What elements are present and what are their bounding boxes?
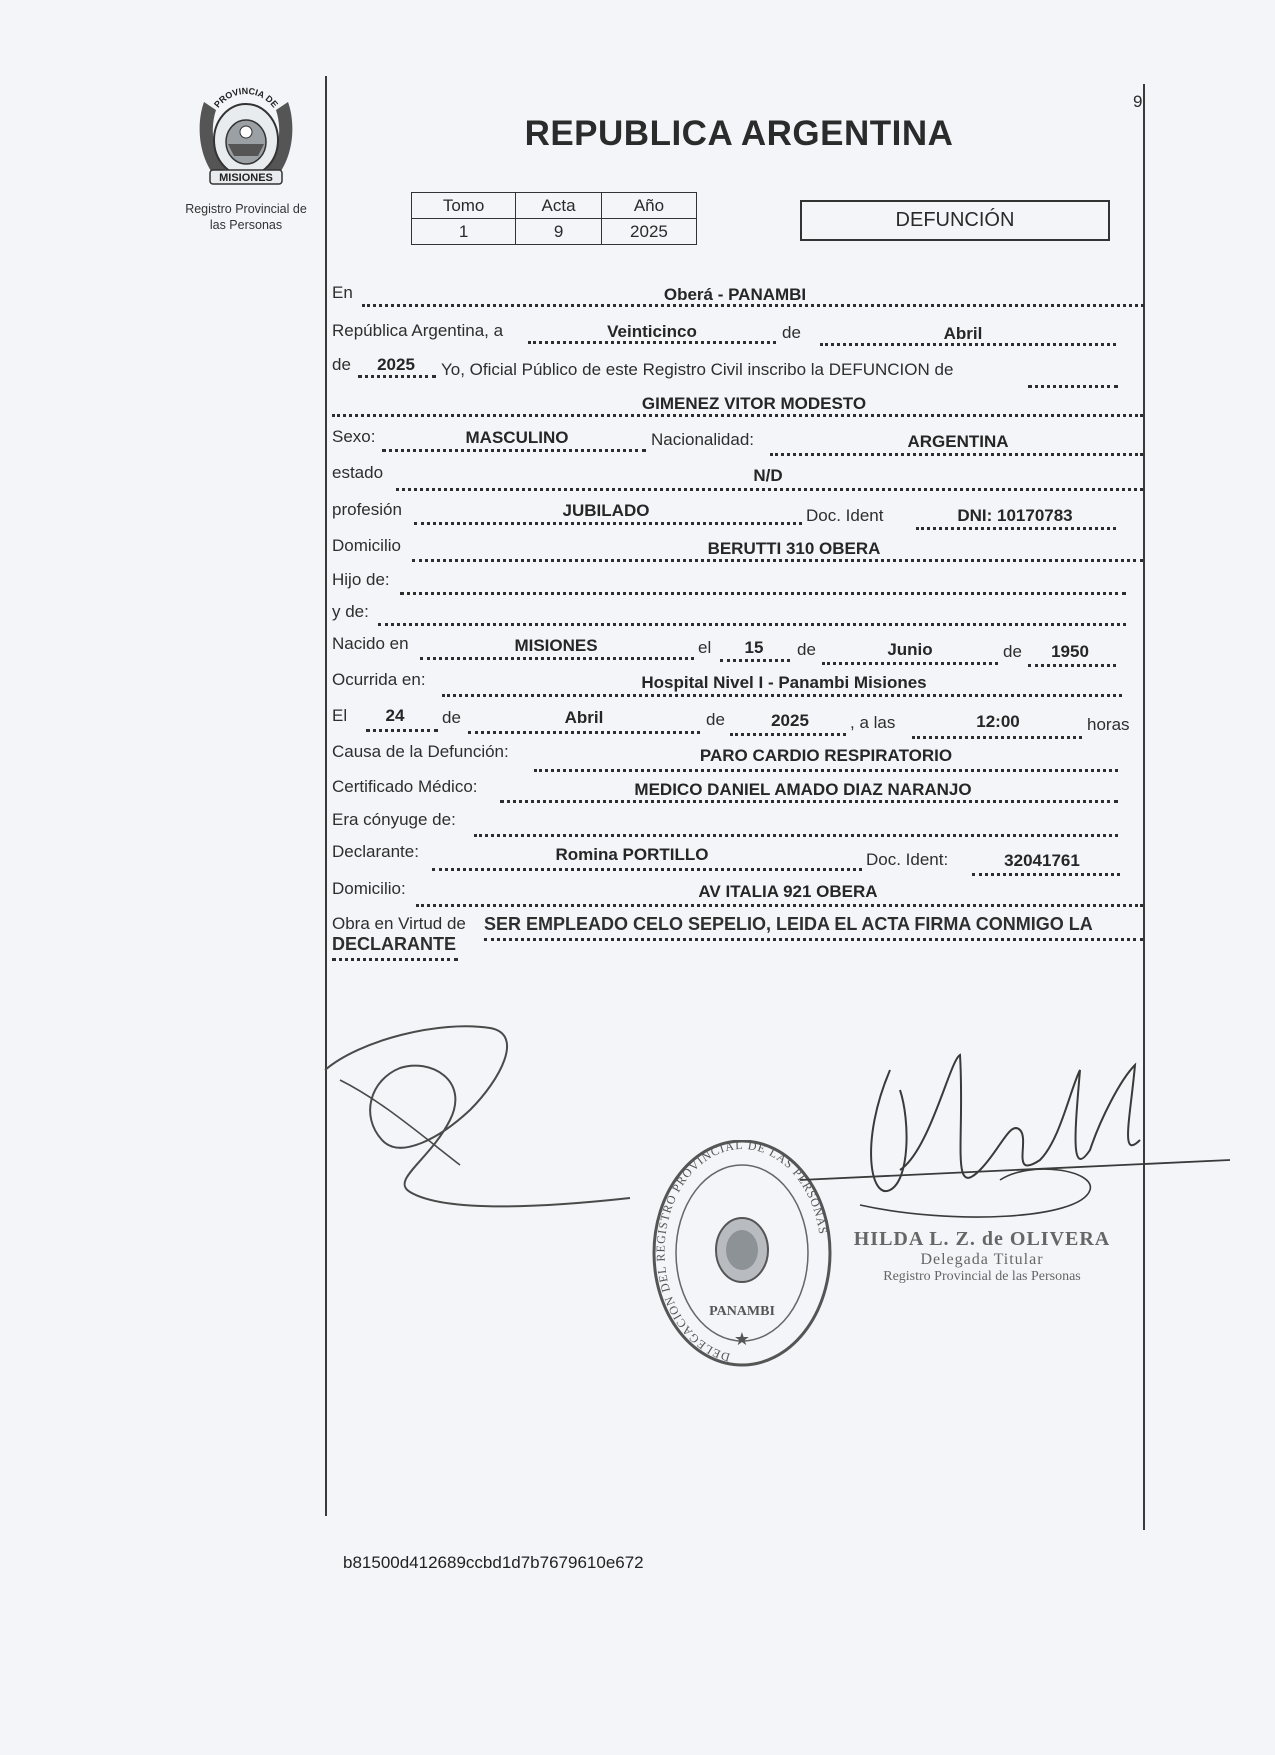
nacido-en-label: Nacido en <box>332 634 409 653</box>
de-label-4: de <box>1003 642 1022 661</box>
death-time-value: 12:00 <box>976 712 1020 731</box>
official-office: Registro Provincial de las Personas <box>883 1269 1081 1284</box>
obra-label: Obra en Virtud de <box>332 914 466 933</box>
domicilio-label: Domicilio <box>332 536 401 555</box>
record-type-box: DEFUNCIÓN <box>800 200 1110 241</box>
birth-month-value: Junio <box>887 640 933 659</box>
el-label: el <box>698 638 712 657</box>
doc-ident-value: DNI: 10170783 <box>957 506 1073 525</box>
official-signature <box>800 1050 1230 1240</box>
registry-label <box>176 201 316 233</box>
day-words-value: Veinticinco <box>607 322 697 341</box>
declarante-value: Romina PORTILLO <box>555 845 709 864</box>
obra-value-line1: SER EMPLEADO CELO SEPELIO, LEIDA EL ACTA FIRMA CONMIGO LA <box>484 914 1093 934</box>
de-label-1: de <box>782 323 801 342</box>
declarante-label: Declarante: <box>332 842 419 861</box>
profesion-label: profesión <box>332 500 402 519</box>
en-label: En <box>332 283 353 302</box>
declaration-text: Yo, Oficial Público de este Registro Civil inscribo la DEFUNCION de <box>441 360 954 379</box>
de-label-2: de <box>332 355 351 374</box>
document-hash: b81500d412689ccbd1d7b7679610e672 <box>343 1553 644 1572</box>
causa-label: Causa de la Defunción: <box>332 742 509 761</box>
death-el-label: El <box>332 706 348 725</box>
birth-year-value: 1950 <box>1051 642 1089 661</box>
declarante-domicilio-value: AV ITALIA 921 OBERA <box>698 882 878 901</box>
page-number: 9 <box>1133 92 1143 111</box>
right-border-line <box>1143 84 1145 1530</box>
ocurrida-value: Hospital Nivel I - Panambi Misiones <box>641 673 927 692</box>
nacionalidad-value: ARGENTINA <box>907 432 1009 451</box>
sexo-value: MASCULINO <box>465 428 569 447</box>
ocurrida-label: Ocurrida en: <box>332 670 426 689</box>
doc-ident-label: Doc. Ident <box>806 506 884 525</box>
year-value: 2025 <box>377 355 415 374</box>
certificado-label: Certificado Médico: <box>332 777 478 796</box>
deceased-name-value: GIMENEZ VITOR MODESTO <box>641 394 867 413</box>
registry-label-line2: las Personas <box>209 218 283 232</box>
acta-header: Acta <box>516 193 602 219</box>
conyuge-label: Era cónyuge de: <box>332 810 456 829</box>
anio-value: 2025 <box>601 219 696 245</box>
y-de-label: y de: <box>332 602 369 621</box>
certificado-value: MEDICO DANIEL AMADO DIAZ NARANJO <box>634 780 972 799</box>
obra-value-line2: DECLARANTE <box>332 934 456 954</box>
birth-day-value: 15 <box>744 638 764 657</box>
a-las-label: , a las <box>850 713 896 732</box>
month-value: Abril <box>943 324 983 343</box>
seal-star-icon: ★ <box>733 1329 751 1349</box>
tomo-header: Tomo <box>412 193 516 219</box>
hijo-de-label: Hijo de: <box>332 570 390 589</box>
left-border-line <box>325 76 327 1516</box>
official-stamp-text <box>832 1228 1132 1285</box>
de-label-6: de <box>706 710 725 729</box>
document-title: REPUBLICA ARGENTINA <box>524 114 954 153</box>
declarant-signature <box>320 1020 650 1240</box>
de-label-5: de <box>442 708 461 727</box>
seal-ring-text: DELEGACION DEL REGISTRO PROVINCIAL DE LAS PERSONAS <box>653 1140 831 1365</box>
death-month-value: Abril <box>564 708 604 727</box>
domicilio-value: BERUTTI 310 OBERA <box>707 539 881 558</box>
death-day-value: 24 <box>385 706 405 725</box>
seal-bottom-text: PANAMBI <box>709 1304 775 1319</box>
nacionalidad-label: Nacionalidad: <box>651 430 755 449</box>
profesion-value: JUBILADO <box>562 501 650 520</box>
causa-value: PARO CARDIO RESPIRATORIO <box>699 746 953 765</box>
place-value: Oberá - PANAMBI <box>663 285 807 304</box>
emblem-top-text: PROVINCIA DE <box>212 85 280 110</box>
acta-value: 9 <box>516 219 602 245</box>
declarante-doc-label: Doc. Ident: <box>866 850 949 869</box>
estado-label: estado <box>332 463 384 482</box>
estado-value: N/D <box>753 466 783 485</box>
sexo-label: Sexo: <box>332 427 376 446</box>
official-name: HILDA L. Z. de OLIVERA <box>853 1228 1111 1250</box>
official-role: Delegada Titular <box>920 1251 1044 1268</box>
emblem-bottom-text: MISIONES <box>219 172 273 184</box>
horas-label: horas <box>1087 715 1130 734</box>
death-year-value: 2025 <box>771 711 809 730</box>
acta-reference-table <box>411 192 697 245</box>
nacido-en-value: MISIONES <box>514 636 598 655</box>
anio-header: Año <box>601 193 696 219</box>
declarante-domicilio-label: Domicilio: <box>332 879 406 898</box>
declarante-doc-value: 32041761 <box>1004 851 1080 870</box>
de-label-3: de <box>797 640 816 659</box>
registry-label-line1: Registro Provincial de <box>185 202 307 216</box>
republica-label: República Argentina, a <box>332 321 504 340</box>
tomo-value: 1 <box>412 219 516 245</box>
